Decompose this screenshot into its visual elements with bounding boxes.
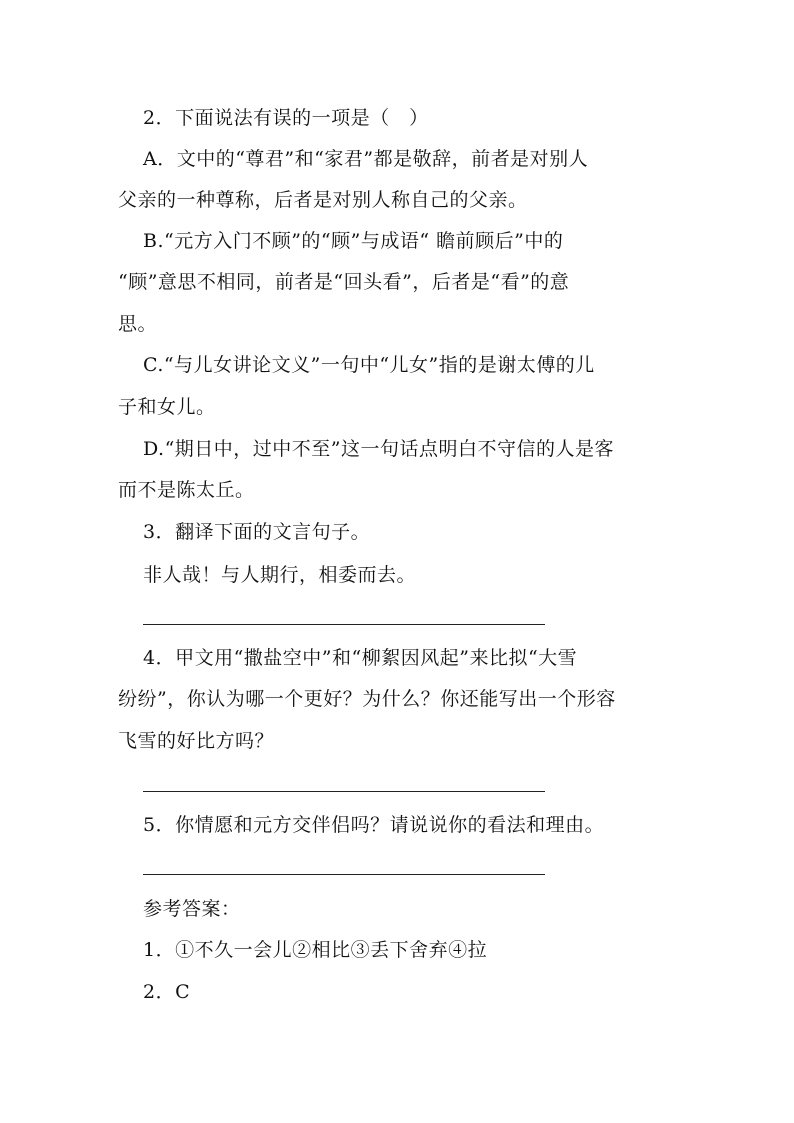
question-2-option-a-line-1: A．文中的“尊君”和“家君”都是敬辞，前者是对别人 [143, 148, 589, 170]
question-3-sentence: 非人哉！与人期行，相委而去。 [143, 564, 417, 586]
question-2-option-b-line-3: 思。 [118, 313, 158, 335]
answer-2: 2．C [143, 981, 191, 1003]
question-2-option-c-line-2: 子和女儿。 [118, 396, 216, 418]
question-2-option-d-line-1: D.“期日中，过中不至”这一句话点明白不守信的人是客 [143, 438, 615, 460]
question-5-line-1: 5．你情愿和元方交伴侣吗？请说说你的看法和理由。 [143, 814, 605, 836]
question-2-option-b-line-2: “顾”意思不相同，前者是“回头看”，后者是“看”的意 [118, 271, 570, 293]
question-2-option-a-line-2: 父亲的一种尊称，后者是对别人称自己的父亲。 [118, 189, 528, 211]
question-3-title: 3．翻译下面的文言句子。 [143, 521, 371, 543]
question-2-option-b-line-1: B.“元方入门不顾”的“顾”与成语“ 瞻前顾后”中的 [143, 230, 564, 252]
question-4-line-3: 飞雪的好比方吗？ [118, 730, 275, 752]
question-4-line-1: 4．甲文用“撒盐空中”和“柳絮因风起”来比拟“大雪 [143, 647, 578, 669]
question-2-option-c-line-1: C.“与儿女讲论文义”一句中“儿女”指的是谢太傅的儿 [143, 354, 595, 376]
question-2-title: 2．下面说法有误的一项是（ ） [143, 107, 429, 129]
answers-heading: 参考答案： [143, 898, 241, 920]
question-3-answer-blank[interactable] [143, 624, 545, 625]
question-5-answer-blank[interactable] [143, 874, 545, 875]
answer-1: 1．①不久一会儿②相比③丢下舍弃④拉 [143, 939, 488, 961]
question-4-line-2: 纷纷”，你认为哪一个更好？为什么？你还能写出一个形容 [118, 688, 616, 710]
question-4-answer-blank[interactable] [143, 791, 545, 792]
question-2-option-d-line-2: 而不是陈太丘。 [118, 479, 255, 501]
